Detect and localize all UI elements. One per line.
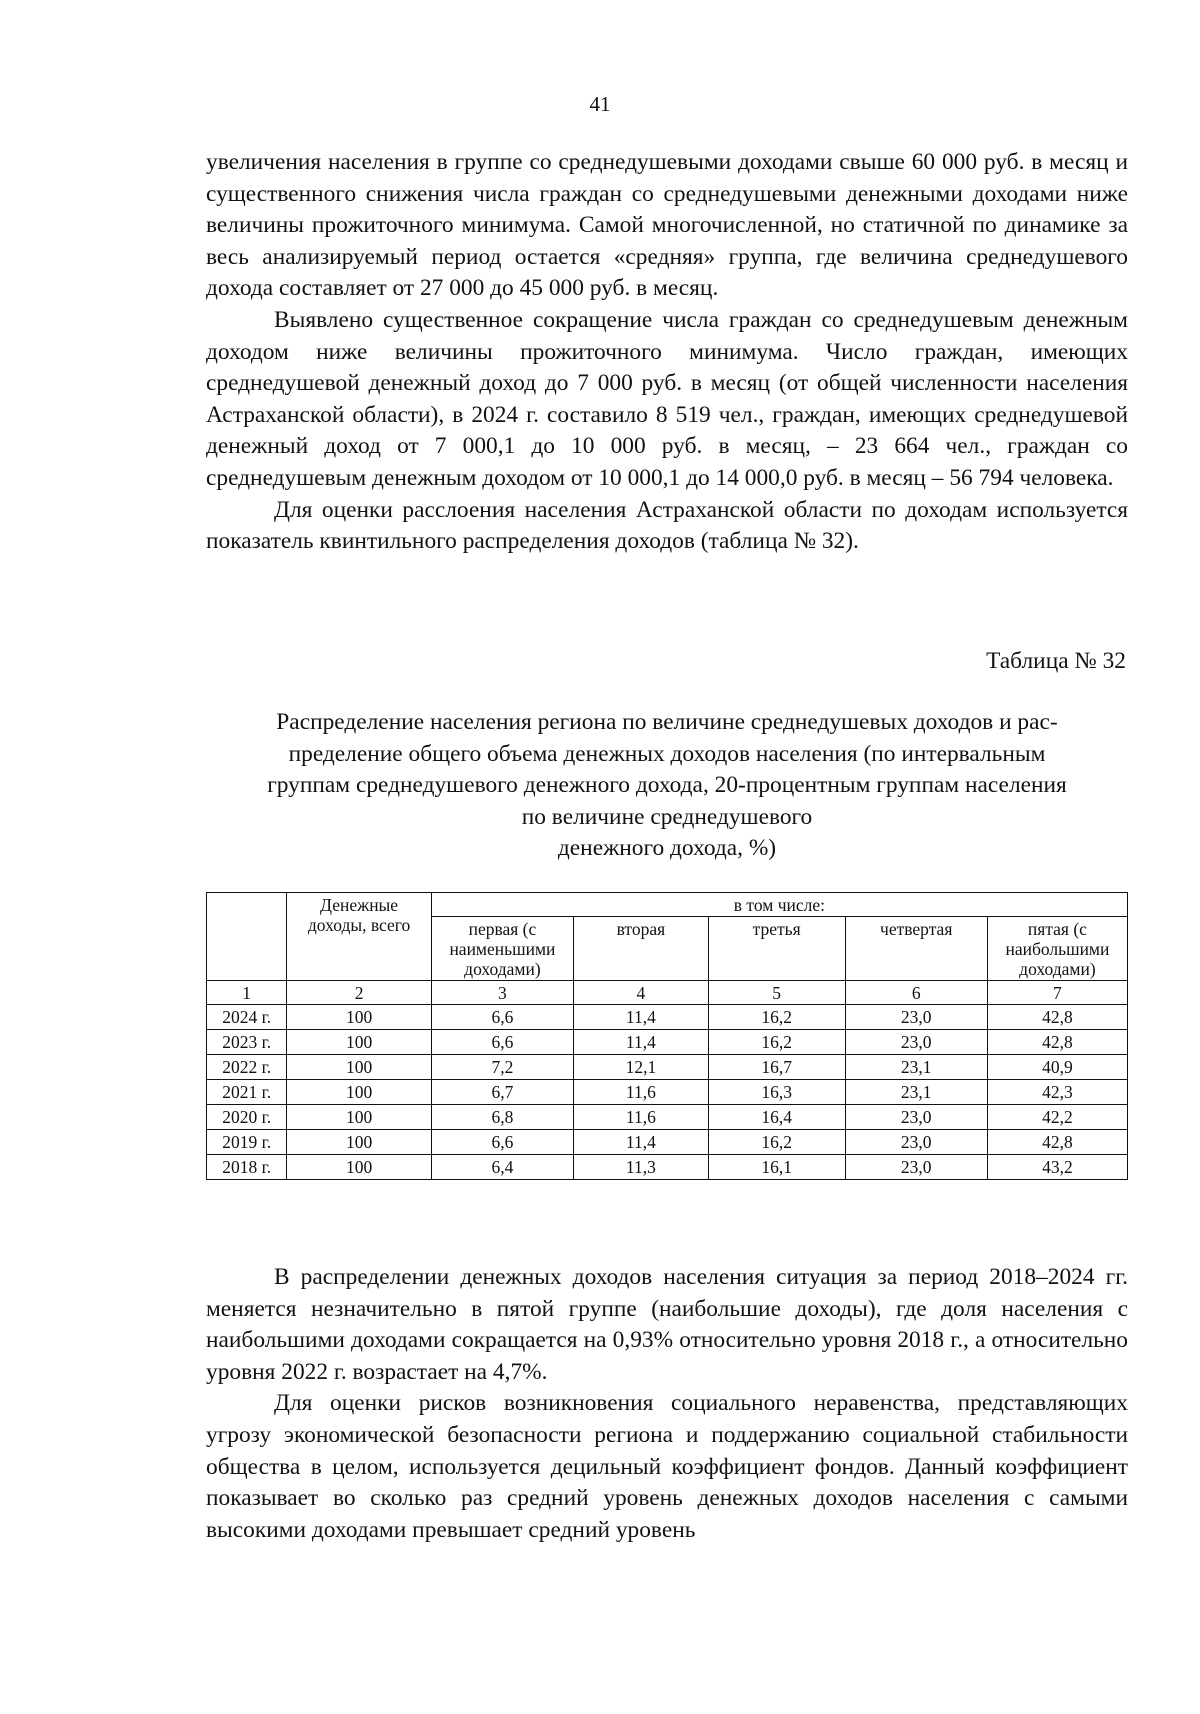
value-cell: 40,9	[987, 1055, 1127, 1080]
header-total-income: Денежные доходы, всего	[287, 893, 431, 981]
value-cell: 23,0	[845, 1030, 987, 1055]
header-group-fifth: пятая (с наибольшими доходами)	[987, 917, 1127, 981]
year-cell: 2022 г.	[207, 1055, 287, 1080]
column-number-row	[207, 981, 1128, 1005]
value-cell: 6,8	[431, 1105, 573, 1130]
value-cell: 23,0	[845, 1105, 987, 1130]
value-cell: 16,3	[708, 1080, 845, 1105]
paragraph-fifth-group: В распределении денежных доходов населения ситуация за период 2018–2024 гг. меняется незначительно в пятой группе (наибольшие доходы), где доля населения с наибольшими доходами сокращается на 0,93% относительно уровня 2018 г., а относительно уровня 2022 г. возрастает на 4,7%.	[206, 1264, 1128, 1385]
value-cell: 23,0	[845, 1130, 987, 1155]
column-number: 4	[574, 981, 709, 1005]
value-cell: 11,3	[574, 1155, 709, 1180]
header-group-first: первая (с наименьшими доходами)	[431, 917, 573, 981]
value-cell: 100	[287, 1080, 431, 1105]
value-cell: 11,6	[574, 1080, 709, 1105]
body-text-bottom	[206, 1262, 1128, 1546]
column-number: 6	[845, 981, 987, 1005]
value-cell: 16,4	[708, 1105, 845, 1130]
column-number: 1	[207, 981, 287, 1005]
year-cell: 2018 г.	[207, 1155, 287, 1180]
value-cell: 11,6	[574, 1105, 709, 1130]
value-cell: 23,0	[845, 1005, 987, 1030]
table-row	[207, 1155, 1128, 1180]
table-title-line: пределение общего объема денежных доходов населения (по интервальным	[288, 740, 1046, 767]
column-number: 5	[708, 981, 845, 1005]
table-row	[207, 1130, 1128, 1155]
value-cell: 6,6	[431, 1030, 573, 1055]
value-cell: 100	[287, 1105, 431, 1130]
body-text-top	[206, 147, 1128, 558]
table-row	[207, 1080, 1128, 1105]
value-cell: 100	[287, 1155, 431, 1180]
value-cell: 42,2	[987, 1105, 1127, 1130]
table-title-line: группам среднедушевого денежного дохода, 20-процентным группам населения	[267, 772, 1067, 799]
value-cell: 16,1	[708, 1155, 845, 1180]
table-title-line: Распределение населения региона по величине среднедушевых доходов и рас-	[276, 709, 1058, 735]
value-cell: 6,7	[431, 1080, 573, 1105]
value-cell: 16,2	[708, 1030, 845, 1055]
value-cell: 42,8	[987, 1130, 1127, 1155]
year-cell: 2019 г.	[207, 1130, 287, 1155]
value-cell: 11,4	[574, 1005, 709, 1030]
year-cell: 2024 г.	[207, 1005, 287, 1030]
column-number: 3	[431, 981, 573, 1005]
table-label: Таблица № 32	[986, 648, 1126, 674]
table-title-line: по величине среднедушевого	[521, 803, 813, 830]
column-number: 7	[987, 981, 1127, 1005]
table-row	[207, 1055, 1128, 1080]
value-cell: 100	[287, 1055, 431, 1080]
value-cell: 43,2	[987, 1155, 1127, 1180]
value-cell: 100	[287, 1030, 431, 1055]
header-group-third: третья	[708, 917, 845, 981]
value-cell: 23,1	[845, 1080, 987, 1105]
header-group-second: вторая	[574, 917, 709, 981]
paragraph-quintile-intro: Для оценки расслоения населения Астраханской области по доходам используется показатель квинтильного распределения доходов (таблица № 32).	[206, 496, 1128, 555]
table-row	[207, 1105, 1128, 1130]
value-cell: 12,1	[574, 1055, 709, 1080]
value-cell: 100	[287, 1005, 431, 1030]
value-cell: 6,6	[431, 1130, 573, 1155]
value-cell: 42,8	[987, 1005, 1127, 1030]
table-row	[207, 1005, 1128, 1030]
paragraph-decile-coefficient: Для оценки рисков возникновения социального неравенства, представляющих угрозу экономической безопасности региона и поддержанию социальной стабильности общества в целом, используется децильный коэффициент фондов. Данный коэффициент показывает во сколько раз средний уровень денежных доходов населения с самыми высокими доходами превышает средний уровень	[206, 1390, 1128, 1543]
table-row	[207, 1030, 1128, 1055]
value-cell: 11,4	[574, 1130, 709, 1155]
value-cell: 100	[287, 1130, 431, 1155]
value-cell: 42,8	[987, 1030, 1127, 1055]
paragraph-continuation: увеличения населения в группе со среднедушевыми доходами свыше 60 000 руб. в месяц и существенного снижения числа граждан со среднедушевыми денежными доходами ниже величины прожиточного минимума. Самой многочисленной, но статичной по динамике за весь анализируемый период остается «средняя» группа, где величина среднедушевого дохода составляет от 27 000 до 45 000 руб. в месяц.	[206, 149, 1128, 302]
paragraph-poverty-reduction: Выявлено существенное сокращение числа граждан со среднедушевым денежным доходом ниже величины прожиточного минимума. Число граждан, имеющих среднедушевой денежный доход до 7 000 руб. в месяц (от общей численности населения Астраханской области), в 2024 г. составило 8 519 чел., граждан, имеющих среднедушевой денежный доход от 7 000,1 до 10 000 руб. в месяц, – 23 664 чел., граждан со среднедушевым денежным доходом от 10 000,1 до 14 000,0 руб. в месяц – 56 794 человека.	[206, 306, 1128, 491]
value-cell: 23,0	[845, 1155, 987, 1180]
value-cell: 16,2	[708, 1130, 845, 1155]
year-cell: 2020 г.	[207, 1105, 287, 1130]
page-number: 41	[589, 92, 611, 116]
value-cell: 6,4	[431, 1155, 573, 1180]
value-cell: 23,1	[845, 1055, 987, 1080]
header-group-fourth: четвертая	[845, 917, 987, 981]
value-cell: 16,2	[708, 1005, 845, 1030]
table-title-line: денежного дохода, %)	[557, 835, 777, 862]
value-cell: 42,3	[987, 1080, 1127, 1105]
income-distribution-table	[206, 892, 1128, 1180]
column-number: 2	[287, 981, 431, 1005]
table-title	[200, 707, 1134, 865]
year-cell: 2021 г.	[207, 1080, 287, 1105]
value-cell: 7,2	[431, 1055, 573, 1080]
value-cell: 6,6	[431, 1005, 573, 1030]
value-cell: 11,4	[574, 1030, 709, 1055]
header-year-empty	[207, 893, 287, 981]
value-cell: 16,7	[708, 1055, 845, 1080]
year-cell: 2023 г.	[207, 1030, 287, 1055]
header-including: в том числе:	[431, 893, 1127, 917]
